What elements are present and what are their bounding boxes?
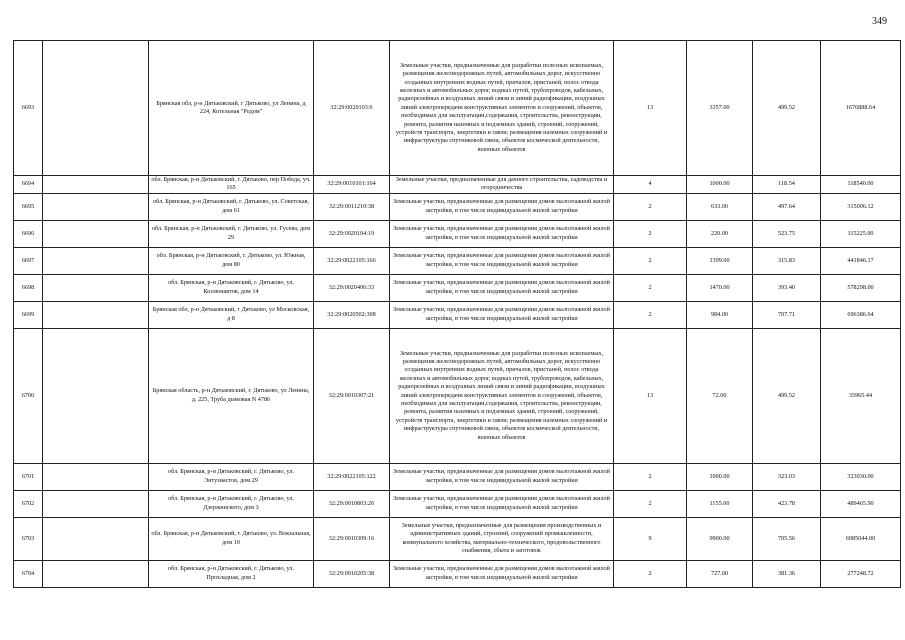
cadastral-value-table <box>13 40 901 588</box>
row-number: 6699 <box>14 301 43 328</box>
land-use-cell: Земельные участки, предназначенные для размещения домов малоэтажной жилой застройки, в том числе индивидуальной жилой застройки <box>390 560 614 587</box>
empty-cell <box>43 176 149 194</box>
table-row <box>14 220 901 247</box>
address-cell: Брянская обл, р-н Дятьковский, г Дятьково, ул Ленина, д 224, Котельная "Родом" <box>149 41 314 176</box>
specific-value-cell: 393.40 <box>753 274 821 301</box>
area-cell: 3357.00 <box>687 41 753 176</box>
empty-cell <box>43 220 149 247</box>
land-use-cell: Земельные участки, предназначенные для размещения производственных и административных зданий, строений, сооружений промышленности, коммунального хозяйства, материально-технического, продовольственного снабжения, сбыта и заготовок <box>390 517 614 560</box>
cadastral-value-cell: 578298.00 <box>821 274 901 301</box>
land-use-cell: Земельные участки, предназначенные для размещения домов малоэтажной жилой застройки, в том числе индивидуальной жилой застройки <box>390 301 614 328</box>
land-use-cell: Земельные участки, предназначенные для разработки полезных ископаемых, размещения железнодорожных путей, автомобильных дорог, искусственно созданных внутренних водных путей, причалов, пристаней, полос отвода железных и автомобильных дорог, водных путей, трубопроводов, кабельных, радиорелейных и воздушных линий связи и линий радиофикации, воздушных линий электропередачи конструктивных элементов и сооружений, объектов, необходимых для эксплуатации,содержания, строительства, реконструкции, ремонта, развития наземных и подземных зданий, строений, сооружений, устройств транспорта, энергетики и связи; размещения наземных сооружений и инфраструктуры спутниковой связи, объектов космической деятельности, военных объектов <box>390 41 614 176</box>
address-cell: обл. Брянская, р-н Дятьковский, г. Дятьково, ул. Космонавтов, дом 14 <box>149 274 314 301</box>
empty-cell <box>43 490 149 517</box>
specific-value-cell: 315.83 <box>753 247 821 274</box>
row-number: 6695 <box>14 193 43 220</box>
group-cell: 4 <box>614 176 687 194</box>
table-row <box>14 490 901 517</box>
address-cell: обл. Брянская, р-н Дятьковский, г. Дятьково, ул. Вокзальная, дом 10 <box>149 517 314 560</box>
group-cell: 13 <box>614 41 687 176</box>
land-use-cell: Земельные участки, предназначенные для размещения домов малоэтажной жилой застройки, в том числе индивидуальной жилой застройки <box>390 220 614 247</box>
specific-value-cell: 497.64 <box>753 193 821 220</box>
land-use-cell: Земельные участки, предназначенные для размещения домов малоэтажной жилой застройки, в том числе индивидуальной жилой застройки <box>390 247 614 274</box>
cadastral-number-cell: 32:29:0022105:122 <box>314 463 390 490</box>
land-use-cell: Земельные участки, предназначенные для разработки полезных ископаемых, размещения железнодорожных путей, автомобильных дорог, искусственно созданных внутренних водных путей, причалов, пристаней, полос отвода железных и автомобильных дорог, водных путей, трубопроводов, кабельных, радиорелейных и воздушных линий связи и линий радиофикации, воздушных линий электропередачи конструктивных элементов и сооружений, объектов, необходимых для эксплуатации,содержания, строительства, реконструкции, ремонта, развития наземных и подземных зданий, строений, сооружений, устройств транспорта, энергетики и связи; размещения наземных сооружений и инфраструктуры спутниковой связи, объектов космической деятельности, военных объектов <box>390 328 614 463</box>
cadastral-number-cell: 32:29:0010309:16 <box>314 517 390 560</box>
cadastral-number-cell: 32:29:0010803:26 <box>314 490 390 517</box>
cadastral-number-cell: 32:29:0022105:166 <box>314 247 390 274</box>
land-use-cell: Земельные участки, предназначенные для размещения домов малоэтажной жилой застройки, в том числе индивидуальной жилой застройки <box>390 463 614 490</box>
land-use-cell: Земельные участки, предназначенные для дачного строительства, садоводства и огородничества <box>390 176 614 194</box>
area-cell: 633.00 <box>687 193 753 220</box>
table-row <box>14 463 901 490</box>
row-number: 6702 <box>14 490 43 517</box>
cadastral-number-cell: 32:29:0020104:19 <box>314 220 390 247</box>
group-cell: 2 <box>614 463 687 490</box>
address-cell: обл. Брянская, р-н Дятьковский, г. Дятьково, ул. Дзержинского, дом 3 <box>149 490 314 517</box>
empty-cell <box>43 560 149 587</box>
area-cell: 984.00 <box>687 301 753 328</box>
specific-value-cell: 323.03 <box>753 463 821 490</box>
row-number: 6704 <box>14 560 43 587</box>
group-cell: 2 <box>614 560 687 587</box>
cadastral-value-cell: 315006.12 <box>821 193 901 220</box>
address-cell: обл. Брянская, р-н Дятьковский, г. Дятьково, ул. Прохладная, дом 2 <box>149 560 314 587</box>
table-row <box>14 328 901 463</box>
address-cell: обл. Брянская, р-н Дятьковский, г. Дятьково, ул. Гусева, дом 29 <box>149 220 314 247</box>
empty-cell <box>43 463 149 490</box>
land-use-cell: Земельные участки, предназначенные для размещения домов малоэтажной жилой застройки, в том числе индивидуальной жилой застройки <box>390 490 614 517</box>
specific-value-cell: 118.54 <box>753 176 821 194</box>
table-row <box>14 193 901 220</box>
address-cell: Брянская область, р-н Дятьковский, г. Дятьково, ул Ленина, д. 225, Труба дымовая N 4786 <box>149 328 314 463</box>
land-use-cell: Земельные участки, предназначенные для размещения домов малоэтажной жилой застройки, в том числе индивидуальной жилой застройки <box>390 274 614 301</box>
cadastral-value-cell: 323030.00 <box>821 463 901 490</box>
cadastral-value-cell: 441846.17 <box>821 247 901 274</box>
row-number: 6694 <box>14 176 43 194</box>
cadastral-value-cell: 115225.00 <box>821 220 901 247</box>
specific-value-cell: 499.52 <box>753 328 821 463</box>
address-cell: обл. Брянская, р-н Дятьковский, г. Дятьково, пер Победа, уч. 165 <box>149 176 314 194</box>
group-cell: 2 <box>614 301 687 328</box>
cadastral-value-cell: 6985044.00 <box>821 517 901 560</box>
table-body <box>14 41 901 588</box>
row-number: 6696 <box>14 220 43 247</box>
group-cell: 2 <box>614 247 687 274</box>
table-row <box>14 517 901 560</box>
specific-value-cell: 707.71 <box>753 301 821 328</box>
empty-cell <box>43 247 149 274</box>
empty-cell <box>43 301 149 328</box>
specific-value-cell: 381.36 <box>753 560 821 587</box>
area-cell: 1399.00 <box>687 247 753 274</box>
page-number: 349 <box>872 16 887 27</box>
land-use-cell: Земельные участки, предназначенные для размещения домов малоэтажной жилой застройки, в том числе индивидуальной жилой застройки <box>390 193 614 220</box>
row-number: 6703 <box>14 517 43 560</box>
table-row <box>14 176 901 194</box>
row-number: 6697 <box>14 247 43 274</box>
area-cell: 1000.00 <box>687 176 753 194</box>
area-cell: 1155.00 <box>687 490 753 517</box>
cadastral-number-cell: 32:29:0020103:6 <box>314 41 390 176</box>
specific-value-cell: 499.52 <box>753 41 821 176</box>
group-cell: 2 <box>614 220 687 247</box>
cadastral-value-cell: 1676888.64 <box>821 41 901 176</box>
cadastral-number-cell: 32:29:0010205:38 <box>314 560 390 587</box>
cadastral-value-cell: 118540.00 <box>821 176 901 194</box>
table-row <box>14 41 901 176</box>
area-cell: 220.00 <box>687 220 753 247</box>
group-cell: 2 <box>614 193 687 220</box>
row-number: 6700 <box>14 328 43 463</box>
cadastral-number-cell: 32:29:0020502:308 <box>314 301 390 328</box>
table-row <box>14 560 901 587</box>
row-number: 6698 <box>14 274 43 301</box>
group-cell: 2 <box>614 490 687 517</box>
empty-cell <box>43 517 149 560</box>
specific-value-cell: 705.56 <box>753 517 821 560</box>
cadastral-number-cell: 32:29:0010101:164 <box>314 176 390 194</box>
empty-cell <box>43 193 149 220</box>
address-cell: обл. Брянская, р-н Дятьковский, г. Дятьково, ул. Советская, дом 61 <box>149 193 314 220</box>
area-cell: 1470.00 <box>687 274 753 301</box>
address-cell: обл. Брянская, р-н Дятьковский, г. Дятьково, ул. Энтузиастов, дом 29 <box>149 463 314 490</box>
row-number: 6701 <box>14 463 43 490</box>
area-cell: 727.00 <box>687 560 753 587</box>
table-row <box>14 274 901 301</box>
area-cell: 1000.00 <box>687 463 753 490</box>
cadastral-value-cell: 696386.64 <box>821 301 901 328</box>
empty-cell <box>43 41 149 176</box>
empty-cell <box>43 274 149 301</box>
cadastral-number-cell: 32:29:0020406:33 <box>314 274 390 301</box>
cadastral-number-cell: 32:29:0011210:38 <box>314 193 390 220</box>
row-number: 6693 <box>14 41 43 176</box>
area-cell: 72.00 <box>687 328 753 463</box>
address-cell: Брянская обл, р-н Дятьковский, г Дятьково, ул Московская, д 8 <box>149 301 314 328</box>
group-cell: 9 <box>614 517 687 560</box>
specific-value-cell: 423.78 <box>753 490 821 517</box>
table-row <box>14 247 901 274</box>
empty-cell <box>43 328 149 463</box>
cadastral-value-cell: 277248.72 <box>821 560 901 587</box>
area-cell: 9900.00 <box>687 517 753 560</box>
table-row <box>14 301 901 328</box>
group-cell: 2 <box>614 274 687 301</box>
specific-value-cell: 523.75 <box>753 220 821 247</box>
cadastral-value-cell: 489465.90 <box>821 490 901 517</box>
cadastral-number-cell: 32:29:0010307:21 <box>314 328 390 463</box>
group-cell: 13 <box>614 328 687 463</box>
cadastral-value-cell: 35965.44 <box>821 328 901 463</box>
address-cell: обл. Брянская, р-н Дятьковский, г. Дятьково, ул. Южная, дом 80 <box>149 247 314 274</box>
